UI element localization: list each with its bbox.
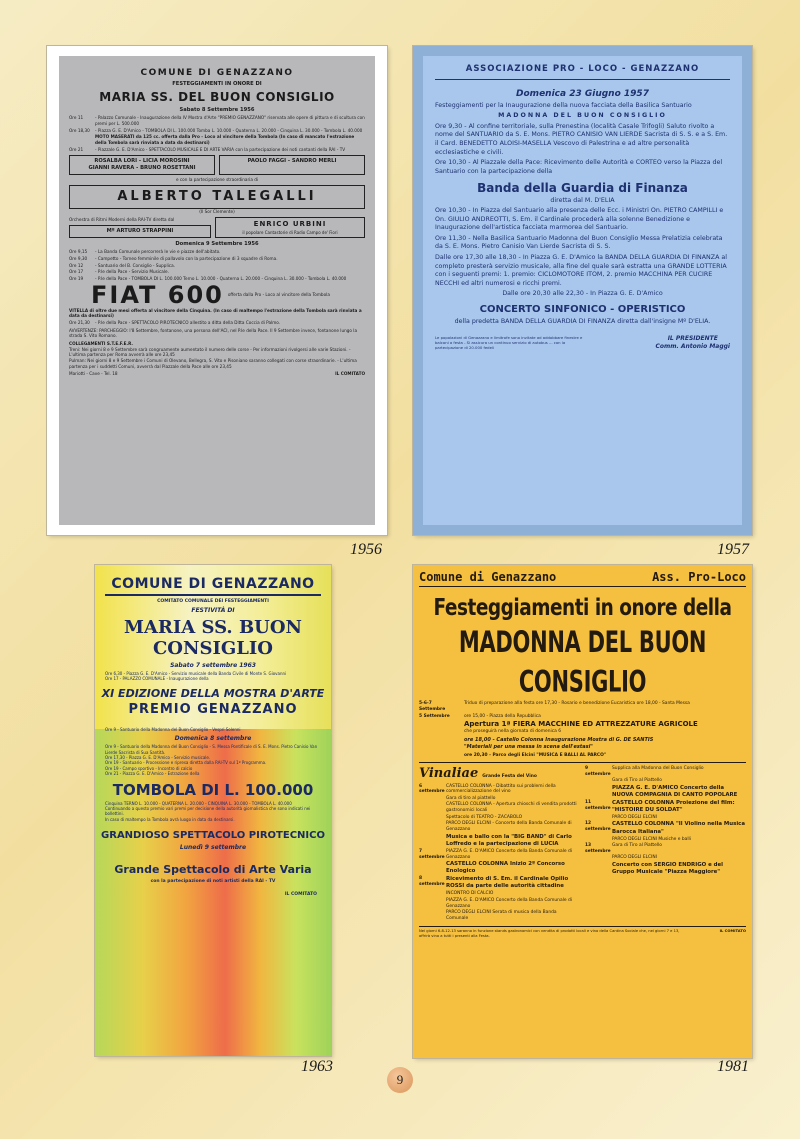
row-text: Supplica alla Madonna del Buon Consiglio — [612, 765, 704, 771]
row-text: CASTELLO COLONNA - Dibattito sui problemi della commercializzazione del vino — [446, 783, 556, 795]
row-text: Gara di Tiro al Piattello — [612, 778, 662, 784]
poster-1981-title-2: MADONNA DEL BUON CONSIGLIO — [458, 625, 707, 699]
column-right — [585, 765, 746, 921]
fiat-note: offerta dalla Pro - Loco al vincitore della Tombola — [227, 291, 330, 297]
row-date: 12 settembre — [585, 821, 611, 833]
collegamenti: COLLEGAMENTI S.T.E.F.E.R. — [69, 340, 133, 346]
column-left-rows — [419, 784, 580, 922]
presenter-box — [215, 217, 365, 238]
program-row — [585, 815, 746, 821]
row-text: - Santuario del B. Consiglio - Supplica. — [95, 262, 175, 268]
conductor: Mº ARTURO STRAPPINI — [69, 225, 211, 238]
row-date: 8 settembre — [419, 876, 445, 888]
caption-1981: 1981 — [717, 1058, 749, 1075]
poster-1957-heading: ASSOCIAZIONE PRO - LOCO - GENAZZANO — [435, 64, 730, 80]
row-text: - P.le della Pace - TOMBOLA DI L. 100.000 Terno L. 10.000 - Quaterna L. 20.000 - Cinquina L. 30.000 - Tombola L. 40.000 — [95, 275, 347, 281]
row-text: Concerto con SERGIO ENDRIGO e del Gruppo Musicale "Piazza Maggiore" — [612, 861, 723, 876]
vinaliae-title: Vinaliae — [419, 766, 479, 782]
program-row — [419, 891, 580, 897]
program-row — [69, 115, 365, 126]
row-text: CASTELLO COLONNA Inizio 2º Concorso Enologico — [446, 860, 565, 875]
guest-name: ALBERTO TALEGALLI — [69, 185, 365, 209]
row-text: PIAZZA G. E. D'AMICO Concerto della Banda Comunale di Genazzano — [446, 897, 572, 909]
row-text: - Piazzale G. E. D'Amico - SPETTACOLO MUSICALE E DI ARTE VARIA con la partecipazione dei noti cantanti della RAI - TV — [95, 146, 346, 152]
row-text: PIAZZA G. E. D'AMICO Concerto della Banda Comunale di Genazzano — [446, 848, 572, 860]
row-text: - Campetto - Torneo femminile di pallavolo con la partecipazione di 3 squadre di Roma. — [95, 255, 278, 261]
header-right: Ass. Pro-Loco — [652, 570, 746, 584]
row-time — [69, 134, 91, 145]
caption-1963: 1963 — [301, 1058, 333, 1075]
poster-1956-rows-2 — [69, 249, 365, 281]
basilica-name: MADONNA DEL BUON CONSIGLIO — [498, 112, 667, 120]
fiera-block — [419, 720, 746, 759]
paragraph-lotteria: Dalle ore 17,30 alle 18,30 - In Piazza G. E. D'Amico la BANDA DELLA GUARDIA DI FINANZA al completo presterà servizio musicale, alla fine del quale sarà estratta una GRANDE LOTTERIA con i seguenti premi: 1. premio: CICLOMOTORE ITOM, 2. premio MACCHINA PER CUCIRE NECCHI ed altri numerosi e ricchi premi. — [435, 253, 727, 287]
program-row — [585, 766, 746, 778]
row-text: Gara di tiro al piattello — [446, 795, 496, 801]
poster-1963-text — [95, 565, 331, 1056]
row-time: Ore 18,30 — [69, 127, 90, 133]
row-date: 9 settembre — [585, 765, 611, 777]
row-date — [585, 837, 609, 843]
mostra-subtitle: "Materiali per una messa in scena dell'estasi" — [464, 743, 593, 750]
row-date — [419, 815, 443, 821]
program-row — [585, 800, 746, 815]
guest-note: e con la partecipazione straordinaria di — [175, 177, 259, 183]
row-text: ore 15,00 - Piazza della Repubblica — [464, 713, 541, 719]
header-left: Comune di Genazzano — [419, 570, 557, 584]
pulman: Pulman: Nei giorni 8 e 9 Settembre i Comuni di Olevano, Bellegra, S. Vito e Pisoniano saranno collegati con corse straordinarie. - L'ultima partenza per i suddetti Comuni, avverrà dal Piazzale della Pace alle ore 23,45 — [69, 357, 357, 369]
program-row — [419, 714, 746, 720]
intro-text: Festeggiamenti per la Inaugurazione della nuova facciata della Basilica Santuario — [435, 101, 692, 109]
orchestra-block — [69, 217, 365, 238]
pirotecnico-title: GRANDIOSO SPETTACOLO PIROTECNICO — [101, 830, 325, 842]
program-row — [419, 796, 580, 802]
fiat-prize: FIAT 600 — [91, 280, 224, 309]
poster-1981-program — [419, 701, 746, 759]
row-text: PARCO DEGLI ELCINI - Concerto della Banda Comunale di Genazzano — [446, 821, 572, 833]
poster-1981-title-1: Festeggiamenti in onore della — [433, 595, 732, 622]
row-date — [419, 821, 443, 833]
program-row — [69, 256, 365, 262]
vitella-note: VITELLA di oltre due mesi offerta al vincitore della Cinquina. (In caso di maltempo l'estrazione della Tombola sarà rinviata a data da destinarsi) — [69, 307, 362, 319]
row-text: PARCO DEGLI ELCINI Serata di musica della Banda Comunale — [446, 909, 557, 921]
row-text: - P.le della Pace - SPETTACOLO PIROTECNICO allestito a ditta della Ditta Coccia di Palmo. — [95, 319, 281, 325]
signature — [655, 335, 730, 351]
fiera-subtitle: che proseguirà nella giornata di domenica 6 — [464, 729, 562, 735]
row-time: Ore 12 — [69, 262, 84, 268]
program-row — [69, 269, 365, 275]
row-text: Triduo di preparazione alla festa ore 17,30 - Rosario e benedizione Eucaristica ore 18,00 - Santa Messa — [464, 700, 690, 706]
poster-1956-date-2: Domenica 9 Settembre 1956 — [175, 241, 259, 248]
program-row — [69, 249, 365, 255]
row-text: PARCO DEGLI ELCINI — [612, 855, 657, 861]
poster-1963-heading: COMUNE DI GENAZZANO — [105, 576, 321, 596]
signature-name: Comm. Antonio Maggi — [655, 343, 730, 351]
row-time: Ore 9,15 — [69, 249, 88, 255]
poster-1963 — [95, 565, 331, 1056]
row-date: 5 Settembre — [419, 713, 450, 719]
row-text: Gara di Tiro al Piattello — [612, 842, 662, 848]
poster-1957-sheet — [423, 56, 742, 525]
footer-note: Le popolazioni di Genazzano e limitrofe sono invitate ad addobbare finestre e balconi a festa - Si assicura un continuo servizio di autobus ... con la partecipazione di 20.000 fedeli — [435, 334, 583, 351]
row-time: Ore 21,30 — [69, 319, 90, 325]
orchestra-left — [69, 217, 211, 238]
printer: Mariotti - Cave - Tel. 18 — [69, 371, 118, 377]
poster-1981-columns — [419, 762, 746, 921]
row-text: PARCO DEGLI ELCINI Musiche e balli — [612, 836, 691, 842]
paragraph-messa: Ore 11,30 - Nella Basilica Santuario Madonna del Buon Consiglio Messa Prelatizia celebrata da S. E. Mons. Pietro Canisio Van Lierde Sacrista di S. S. — [435, 234, 723, 251]
page-number: 9 — [387, 1067, 413, 1093]
poster-1956-footer — [69, 371, 365, 377]
row-text: - P.le della Pace - Servizio Musicale. — [95, 269, 169, 275]
row-text: MOTO MASERATI da 125 cc. offerta dalla Pro - Loco al vincitore della Tombola (In caso di mancato l'estrazione della Tombola sarà rinviata a data da destinarsi) — [95, 134, 355, 146]
row-text: CASTELLO COLONNA Proiezione del film: "HISTOIRE DU SOLDAT" — [612, 799, 735, 814]
paragraph-sera: Dalle ore 20,30 alle 22,30 - In Piazza G. E. D'Amico — [502, 290, 663, 298]
footer-signature: IL COMITATO — [719, 928, 746, 933]
caption-1957: 1957 — [717, 541, 749, 558]
row-text: - Palazzo Comunale - Inaugurazione della IV Mostra d'Arte "PREMIO GENAZZANO" riservata alle opere di pittura e di scultura con premi per L. 500.000 — [95, 115, 365, 127]
poster-1956-date-1: Sabato 8 Settembre 1956 — [179, 107, 255, 114]
poster-1956-heading: COMUNE DI GENAZZANO — [140, 68, 294, 78]
arte-varia-title: Grande Spettacolo di Arte Varia — [114, 863, 312, 877]
poster-1963-title: MARIA SS. BUON CONSIGLIO — [123, 617, 303, 659]
program-row — [585, 837, 746, 843]
program-row — [419, 802, 580, 814]
row-date: 11 settembre — [585, 799, 611, 811]
program-row — [419, 849, 580, 861]
fiat-block — [69, 280, 365, 309]
poster-1956-rows-1 — [69, 115, 365, 152]
program-row — [419, 815, 580, 821]
program-row — [585, 821, 746, 836]
row-date — [419, 834, 443, 849]
caption-1956: 1956 — [350, 541, 382, 558]
row-text: Ricevimento di S. Em. il Cardinale Opilio ROSSI da parte delle autorità cittadine — [446, 876, 569, 890]
poster-1956-subheading: FESTEGGIAMENTI IN ONORE DI — [172, 81, 262, 88]
banda-title: Banda della Guardia di Finanza — [477, 181, 688, 196]
concerto-note: della predetta BANDA DELLA GUARDIA DI FINANZA diretta dall'insigne Mº D'ELIA. — [454, 318, 711, 326]
poster-1957-date: Domenica 23 Giugno 1957 — [516, 88, 649, 99]
paragraph-saluto: Ore 9,30 - Al confine territoriale, sulla Prenestina (località Casale Trifogli) Saluto rivolto a nome del SANTUARIO da S. E. Mons. PIETRO CANISIO VAN LIERDE Sacrista di S. S. e a S. Em. il Card. BENEDETTO ALOISI-MASELLA Vescovo di Palestrina e ad altre personalità ecclesiastiche e civili. — [435, 122, 728, 156]
poster-1963-date-3: Lunedì 9 settembre — [179, 844, 247, 852]
row-date — [419, 861, 443, 876]
program-row — [419, 898, 580, 910]
program-row — [585, 843, 746, 855]
row-date — [585, 855, 609, 861]
poster-1956-sheet — [59, 56, 375, 525]
row-date — [419, 802, 443, 814]
program-row — [69, 128, 365, 134]
row-date — [419, 910, 443, 922]
artists-block — [69, 155, 365, 175]
row-text: CASTELLO COLONNA - Apertura chioschi di vendita prodotti gastronomici locali — [446, 802, 577, 814]
program-row — [69, 147, 365, 153]
presenter-sub: il popolare Cantastorie di Radio Campo de' Fiori — [242, 229, 338, 235]
row-text: PARCO DEGLI ELCINI — [612, 814, 657, 820]
artists-right: PAOLO FAGGI - SANDRO MERLI — [219, 155, 365, 175]
program-row — [585, 785, 746, 800]
column-left — [419, 765, 580, 921]
mostra-edition: XI EDIZIONE DELLA MOSTRA D'ARTE — [101, 686, 325, 700]
poster-1963-saturday: Ore 6,30 - Piazza G. E. D'Amico - Servizio musicale della Banda Civile di Monte S. Giovanni Ore 17 - PALAZZO COMUNALE - Inaugurazione della — [105, 671, 287, 682]
row-date: 7 settembre — [419, 848, 445, 860]
poster-1963-sunday: Ore 9 - Santuario della Madonna del Buon Consiglio - S. Messa Pontificale di S. E. Mons. Pietro Canisio Van Lierde Sacrista di Sua Santità. Ore 17,30 - Piazza G. E. D'Amico - Servizio musicale. Ore 19 - Santuario - Processione e ripresa diretta dalla RAI-TV sul 1º Programma. Ore 19 - Campo sportivo - Incontro di calcio Ore 21 - Piazza G. E. D'Amico - Estrazione della — [105, 744, 318, 777]
poster-1963-signature: IL COMITATO — [284, 892, 317, 898]
poster-1981-header — [419, 569, 746, 587]
poster-1963-date-1: Sabato 7 settembre 1963 — [170, 662, 256, 669]
poster-1957-footer — [435, 335, 730, 351]
poster-1963-festivity: FESTIVITÀ DI — [191, 607, 235, 614]
row-time: Ore 21 — [69, 146, 84, 152]
program-row — [419, 784, 580, 796]
row-date — [419, 891, 443, 897]
avvertenze: AVVERTENZE: PARCHEGGIO: l'8 Settembre, fontanone, una persona dell'ACI, nel P.le della Pace. Il 9 Settembre invece, fontanone lungo la strada S. Vito Romano. — [69, 327, 358, 339]
row-text: PIAZZA G. E. D'AMICO Concerto della NUOVA COMPAGNIA DI CANTO POPOLARE — [612, 784, 738, 799]
concerto-title: CONCERTO SINFONICO - OPERISTICO — [479, 303, 686, 315]
row-date: 13 settembre — [585, 842, 611, 854]
program-row — [419, 821, 580, 833]
paragraph-corteo: Ore 10,30 - Al Piazzale della Pace: Ricevimento delle Autorità e CORTEO verso la Piazza del Santuario con la partecipazione della — [435, 159, 723, 175]
musica-line: ore 20,30 - Parco degli Elcini "MUSICA E BALLI AL PARCO" — [464, 752, 607, 758]
tombola-title: TOMBOLA DI L. 100.000 — [112, 780, 314, 799]
artists-left: ROSALBA LORI - LICIA MOROSINI GIANNI RAVERA - BRUNO ROSETTANI — [69, 155, 215, 175]
premio-genazzano: PREMIO GENAZZANO — [128, 701, 298, 717]
poster-1981-sheet — [413, 565, 752, 1058]
arte-varia-subtitle: con la partecipazione di noti artisti della RAI - TV — [150, 879, 276, 885]
row-date — [585, 785, 609, 800]
poster-1963-vespri: Ore 9 - Santuario della Madonna del Buon Consiglio - Vespri Solenni — [105, 726, 241, 732]
poster-1956-title: MARIA SS. DEL BUON CONSIGLIO — [99, 90, 335, 105]
row-time: Ore 17 — [69, 269, 84, 275]
row-text: Musica e ballo con la "BIG BAND" di Carlo Loffredo e la partecipazione di LUCIA — [446, 833, 572, 847]
poster-1957 — [413, 46, 752, 535]
fiera-title: Apertura 1ª FIERA MACCHINE ED ATTREZZATURE AGRICOLE — [464, 719, 698, 728]
poster-1963-committee: COMITATO COMUNALE DEI FESTEGGIAMENTI — [157, 599, 269, 604]
vinaliae-block — [419, 765, 580, 783]
mostra-title: ore 18,00 - Castello Colonna Inaugurazione Mostra di G. DE SANTIS — [464, 737, 654, 744]
row-date: 5-6-7 Settembre — [419, 700, 446, 712]
column-right-rows — [585, 766, 746, 876]
row-date — [419, 796, 443, 802]
row-time: Ore 11 — [69, 115, 84, 121]
poster-1981 — [413, 565, 752, 1058]
row-text: CASTELLO COLONNA "Il Violino nella Musica Barocca Italiana" — [612, 821, 746, 835]
program-row — [419, 861, 580, 876]
program-row — [419, 701, 746, 713]
program-row — [419, 876, 580, 891]
program-row — [585, 862, 746, 877]
program-row — [585, 778, 746, 784]
program-row — [419, 834, 580, 849]
row-time: Ore 19 — [69, 275, 84, 281]
program-row — [585, 855, 746, 861]
poster-1956 — [47, 46, 387, 535]
orchestra-label: Orchestra di Ritmi Moderni della RAI-TV diretta dal — [69, 217, 175, 223]
paragraph-inaugurazione: Ore 10,30 - In Piazza del Santuario alla presenza delle Ecc. i Ministri On. PIETRO CAMPILLI e On. GIULIO ANDREOTTI, S. Em. il Cardinale procederà alla solenne Benedizione e Inaugurazione dell'artistica facciata marmorea del Santuario. — [435, 207, 724, 232]
row-text: INCONTRO DI CALCIO — [446, 891, 494, 897]
row-text: Spettacolo di TEATRO - ZACABOLO — [446, 814, 523, 820]
tombola-details: Cinquina TERNO L. 10.000 - QUATERNA L. 20.000 - CINQUINA L. 30.000 - TOMBOLA L. 40.000 Continuando a questo premio vari premi per decisione della autorità giornalistica che sono indicati nei bollettini. In caso di maltempo la Tombola avrà luogo in data da destinarsi. — [105, 800, 311, 822]
comitato-signature: IL COMITATO — [335, 371, 365, 377]
program-row — [419, 910, 580, 922]
row-time: Ore 9,30 — [69, 255, 88, 261]
poster-1981-footer — [419, 926, 746, 939]
guest-subtitle: (Il Sor Clemente) — [199, 208, 235, 214]
banda-subtitle: diretta dal M. D'ELIA — [550, 196, 615, 204]
row-date: 6 settembre — [419, 783, 445, 795]
row-date — [585, 778, 609, 784]
footer-note: Nei giorni 6-8-12-13 saranno in funzione stands gastronomici con vendita di prodotti locali e vino della Cantina Sociale che, nei giorni 7 e 13, offrirà vino a tutti i presenti alla Festa. — [419, 928, 680, 938]
program-row — [69, 263, 365, 269]
treni: Treni: Nei giorni 8 e 9 Settembre sarà congruamente aumentato il numero delle corse - Per informazioni rivolgersi alle varie Stazioni. - L'ultima partenza per Roma avverrà alle ore 23,45 — [69, 346, 351, 358]
program-row — [69, 320, 365, 326]
program-row — [69, 134, 365, 145]
row-date — [419, 898, 443, 910]
vinaliae-subtitle: Grande Festa del Vino — [482, 774, 537, 780]
presenter: ENRICO URBINI — [253, 220, 327, 229]
row-text: - Piazza G. E. D'Amico - TOMBOLA DI L. 100.000 Tomba L. 10.000 - Quaterna L. 20.000 - Cinquina L. 30.000 - Tombola L. 40.000 — [95, 127, 363, 133]
poster-1963-date-2: Domenica 8 settembre — [174, 735, 252, 743]
row-text: - La Banda Comunale percorrerà le vie e piazze dell'abitato. — [95, 249, 221, 255]
signature-title: IL PRESIDENTE — [667, 334, 718, 342]
row-date — [585, 862, 609, 877]
